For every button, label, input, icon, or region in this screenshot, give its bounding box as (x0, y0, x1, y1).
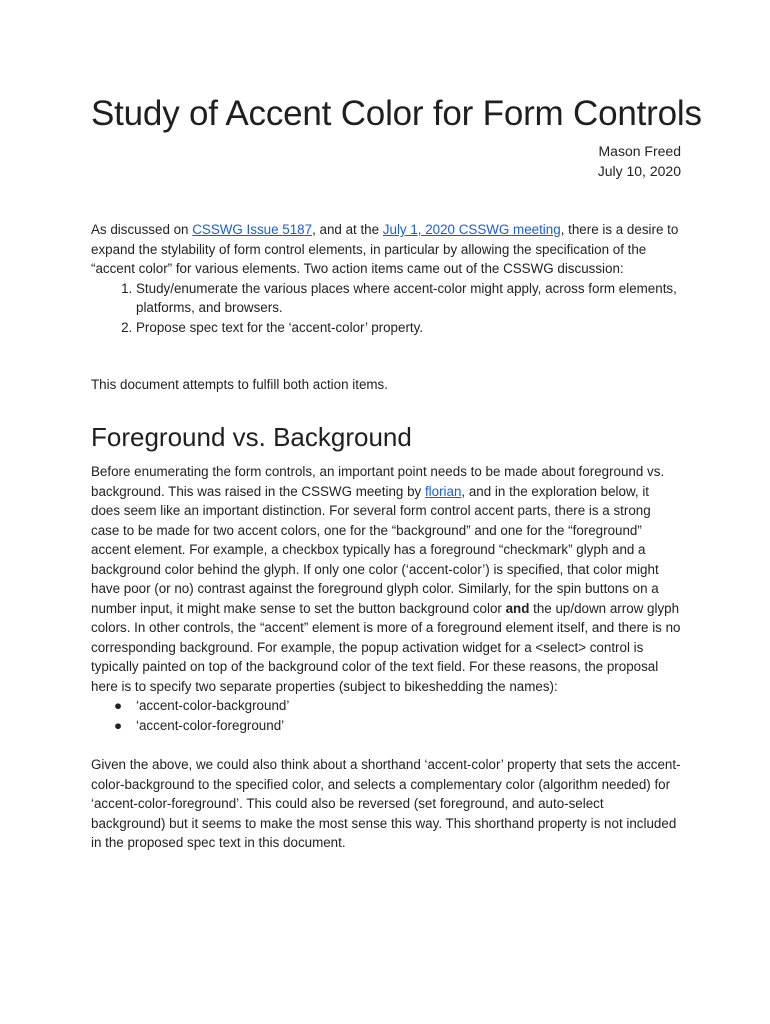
intro-text-3: , there is a desire to expand the stylability of form control elements, in particular by allowing the specification of the “accent color” for various elements. Two action items came out of the CSSWG discussion: (91, 222, 679, 276)
foreground-background-section (91, 462, 681, 735)
fg-text-3: the up/down arrow glyph colors. In other controls, the “accent” element is more of a foreground element itself, and there is no corresponding background. For example, the popup activation widget for a <select> control is typically painted on top of the background color of the text field. For these reasons, the proposal here is to specify two separate properties (subject to bikeshedding the names): (91, 600, 681, 694)
intro-paragraph (91, 220, 681, 279)
florian-link[interactable]: florian (424, 483, 462, 499)
intro-section (91, 220, 681, 337)
action-item: 1. Study/enumerate the various places where accent-color might apply, across form elements, platforms, and browsers. (136, 279, 681, 318)
property-label: ‘accent-color-background’ (136, 698, 290, 713)
bullet-icon: ● (114, 698, 123, 713)
intro-text-1: As discussed on (91, 222, 193, 237)
shorthand-paragraph: Given the above, we could also think about a shorthand ‘accent-color’ property that sets the accent-color-background to the specified color, and selects a complementary color (algorithm needed) for ‘accent-color-foreground’. This could also be reversed (set foreground, and auto-select background) but it seems to make the most sense this way. This shorthand property is not included in the proposed spec text in this document. (91, 757, 681, 850)
document-meta (381, 142, 681, 181)
property-label: ‘accent-color-foreground’ (136, 717, 285, 733)
author-name: Mason Freed (598, 143, 681, 159)
fg-bold-and: and (505, 600, 530, 616)
fg-paragraph (91, 462, 681, 696)
csswg-issue-link[interactable]: CSSWG Issue 5187 (192, 222, 313, 237)
action-item: 2. Propose spec text for the ‘accent-color’ property. (136, 318, 681, 338)
property-item (114, 716, 681, 736)
closing-paragraph: This document attempts to fulfill both action items. (91, 377, 388, 392)
property-item (114, 696, 681, 716)
fg-text-1: Before enumerating the form controls, an important point needs to be made about foreground vs. background. This was raised in the CSSWG meeting by (91, 464, 665, 499)
properties-list (91, 696, 681, 735)
csswg-meeting-link[interactable]: July 1, 2020 CSSWG meeting (382, 222, 561, 237)
bullet-icon: ● (114, 717, 123, 733)
action-items-list (91, 279, 681, 338)
section-heading: Foreground vs. Background (91, 422, 412, 452)
intro-text-2: , and at the (312, 222, 383, 237)
document-date: July 10, 2020 (597, 162, 681, 179)
document-title: Study of Accent Color for Form Controls (91, 94, 702, 133)
fg-text-2: , and in the exploration below, it does seem like an important distinction. For several form control accent parts, there is a strong case to be made for two accent colors, one for the “background” and one for the “foreground” accent element. For example, a checkbox typically has a foreground “checkmark” glyph and a background color behind the glyph. If only one color (‘accent-color’) is specified, that color might have poor (or no) contrast against the foreground glyph color. Similarly, for the spin buttons on a number input, it might make sense to set the button background color (91, 483, 659, 616)
